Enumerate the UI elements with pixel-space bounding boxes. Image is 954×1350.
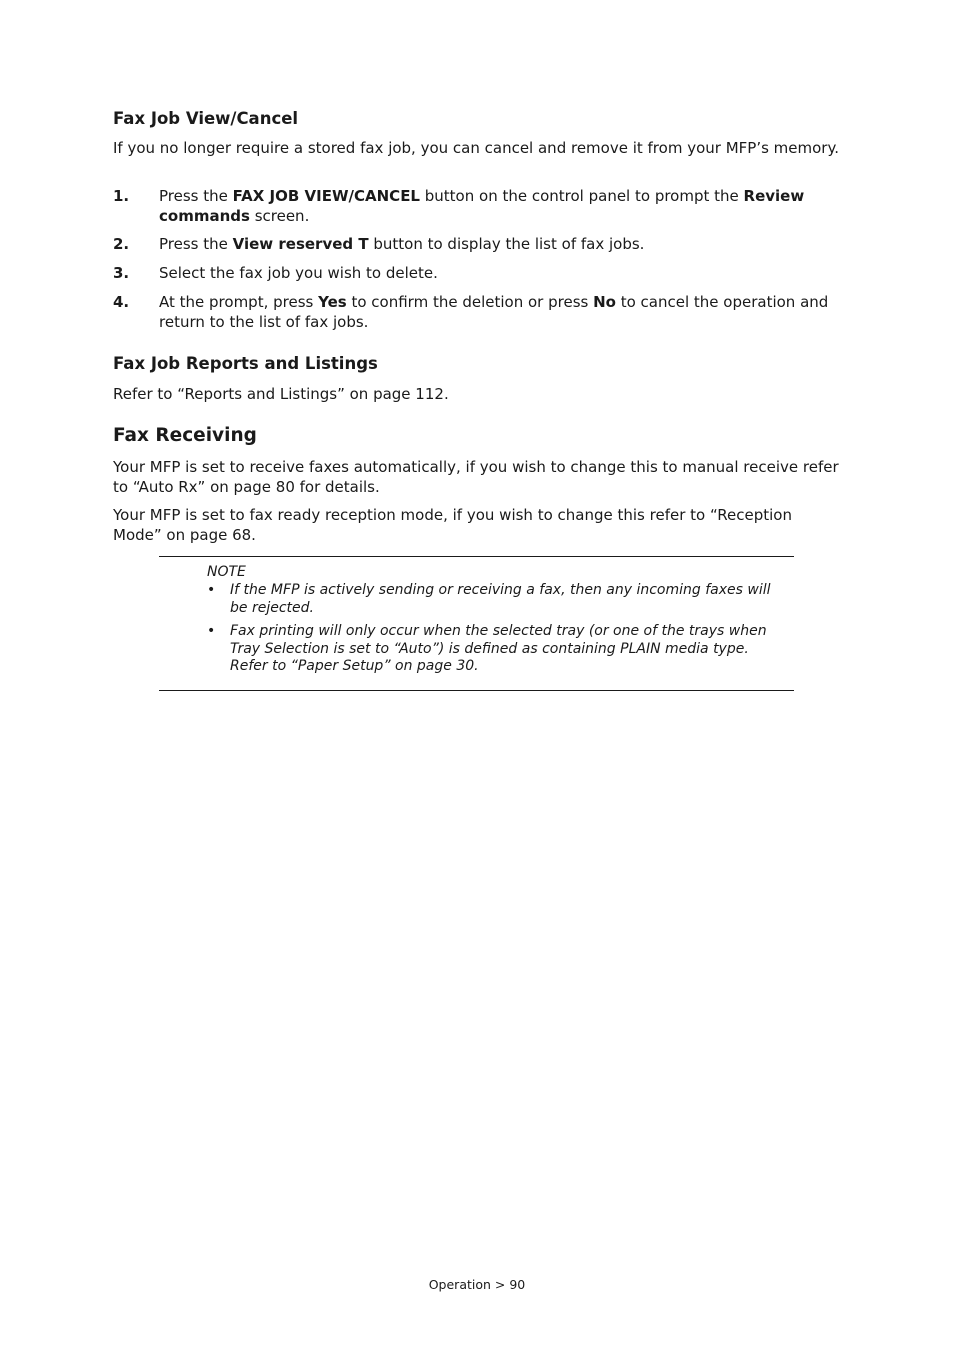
- receiving-paragraph-1: Your MFP is set to receive faxes automatically, if you wish to change this to manual receive refer to “Auto Rx” on page 80 for details.: [113, 458, 839, 496]
- reports-paragraph: Refer to “Reports and Listings” on page 112.: [113, 385, 449, 403]
- step-number: 1.: [113, 187, 130, 205]
- step-number: 2.: [113, 235, 130, 253]
- heading-fax-receiving: Fax Receiving: [113, 425, 257, 446]
- step-text: Press the FAX JOB VIEW/CANCEL button on the control panel to prompt the Review commands screen.: [159, 187, 805, 225]
- step-number: 3.: [113, 264, 130, 282]
- note-item-text: If the MFP is actively sending or receiving a fax, then any incoming faxes will be rejected.: [230, 582, 771, 616]
- step-text: At the prompt, press Yes to confirm the deletion or press No to cancel the operation and return to the list of fax jobs.: [159, 293, 829, 331]
- note-top-rule: [159, 556, 794, 557]
- heading-fax-job-reports: Fax Job Reports and Listings: [113, 354, 378, 373]
- bullet-icon: •: [207, 623, 216, 639]
- receiving-paragraph-2: Your MFP is set to fax ready reception mode, if you wish to change this refer to “Reception Mode” on page 68.: [113, 506, 792, 544]
- heading-fax-job-view-cancel: Fax Job View/Cancel: [113, 109, 299, 128]
- step-text: Select the fax job you wish to delete.: [159, 264, 438, 282]
- page-footer: Operation > 90: [428, 1277, 526, 1292]
- intro-paragraph: If you no longer require a stored fax job, you can cancel and remove it from your MFP’s memory.: [113, 139, 839, 157]
- step-text: Press the View reserved T button to display the list of fax jobs.: [159, 235, 645, 253]
- note-label: NOTE: [207, 564, 246, 580]
- note-bottom-rule: [159, 690, 794, 691]
- note-item-text: Fax printing will only occur when the selected tray (or one of the trays when Tray Selection is set to “Auto”) is defined as containing PLAIN media type. Refer to “Paper Setup” on page 30.: [230, 623, 767, 674]
- bullet-icon: •: [207, 582, 216, 598]
- step-number: 4.: [113, 293, 130, 311]
